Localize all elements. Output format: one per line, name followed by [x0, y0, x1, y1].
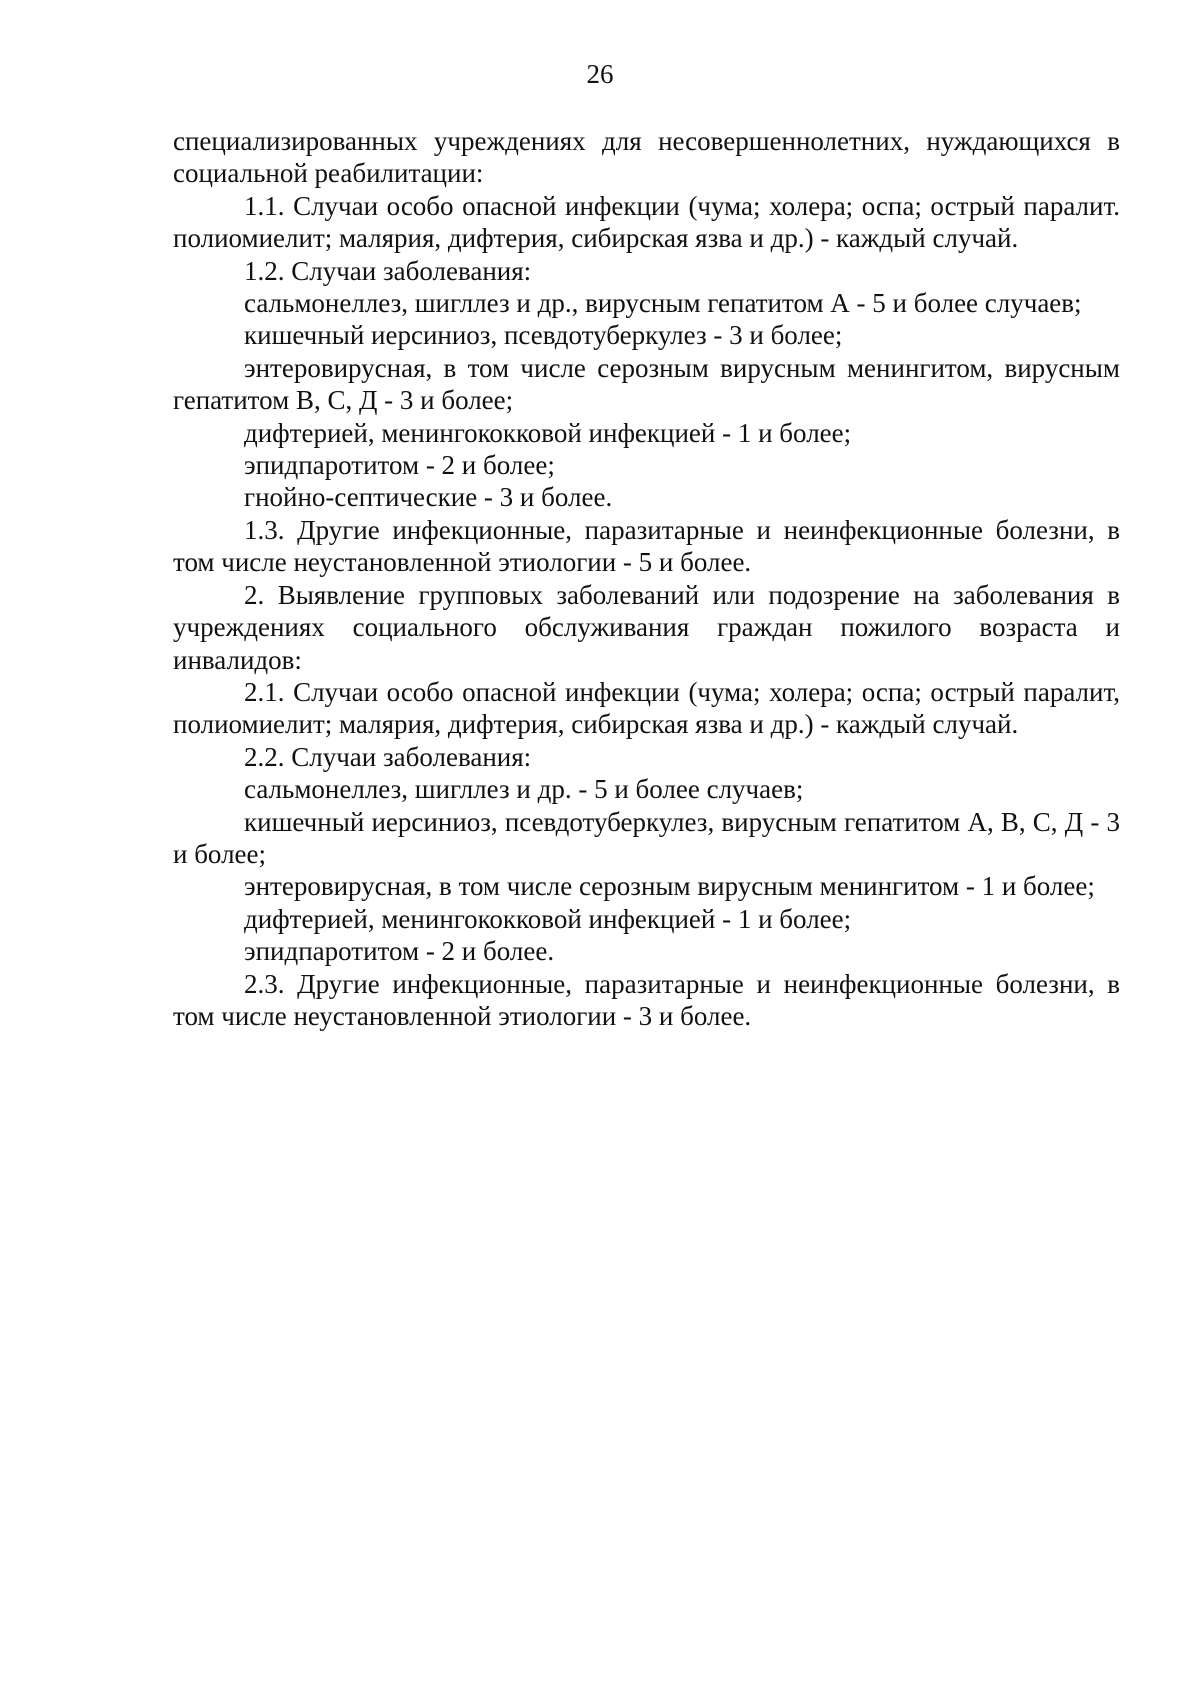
list-item-enterovirus: энтеровирусная, в том числе серозным вирусным менингитом, вирусным гепатитом В, С, Д - 3 и более;: [173, 352, 1120, 416]
list-item-yersiniosis-2: кишечный иерсиниоз, псевдотуберкулез, вирусным гепатитом А, В, С, Д - 3 и более;: [173, 806, 1120, 869]
paragraph-1-2-heading: 1.2. Случаи заболевания:: [244, 255, 532, 286]
paragraph-continuation: специализированных учреждениях для несовершеннолетних, нуждающихся в социальной реабилитации:: [173, 126, 1120, 189]
list-item-diphtheria-2: дифтерией, менингококковой инфекцией - 1 и более;: [244, 903, 852, 934]
page-number: 26: [586, 59, 614, 89]
list-item-purulent-septic: гнойно-септические - 3 и более.: [244, 482, 613, 513]
paragraph-2: 2. Выявление групповых заболеваний или подозрение на заболевания в учреждениях социального обслуживания граждан пожилого возраста и инвалидов:: [173, 579, 1120, 675]
paragraph-1-1: 1.1. Случаи особо опасной инфекции (чума; холера; оспа; острый паралит. полиомиелит; малярия, дифтерия, сибирская язва и др.) - каждый случай.: [173, 190, 1120, 254]
list-item-mumps-2: эпидпаротитом - 2 и более.: [244, 936, 555, 967]
list-item-yersiniosis: кишечный иерсиниоз, псевдотуберкулез - 3 и более;: [244, 320, 843, 351]
paragraph-1-3: 1.3. Другие инфекционные, паразитарные и неинфекционные болезни, в том числе неустановленной этиологии - 5 и более.: [173, 514, 1120, 578]
paragraph-2-3: 2.3. Другие инфекционные, паразитарные и неинфекционные болезни, в том числе неустановленной этиологии - 3 и более.: [173, 968, 1120, 1031]
paragraph-2-1: 2.1. Случаи особо опасной инфекции (чума; холера; оспа; острый паралит, полиомиелит; малярия, дифтерия, сибирская язва и др.) - каждый случай.: [173, 676, 1120, 740]
document-body: [173, 125, 1120, 1032]
list-item-salmonellosis-2: сальмонеллез, шигллез и др. - 5 и более случаев;: [244, 774, 804, 805]
list-item-mumps: эпидпаротитом - 2 и более;: [244, 450, 555, 481]
paragraph-2-2-heading: 2.2. Случаи заболевания:: [244, 741, 532, 772]
list-item-diphtheria: дифтерией, менингококковой инфекцией - 1 и более;: [244, 417, 852, 448]
list-item-enterovirus-2: энтеровирусная, в том числе серозным вирусным менингитом - 1 и более;: [244, 871, 1095, 902]
list-item-salmonellosis: сальмонеллез, шигллез и др., вирусным гепатитом А - 5 и более случаев;: [244, 288, 1082, 319]
